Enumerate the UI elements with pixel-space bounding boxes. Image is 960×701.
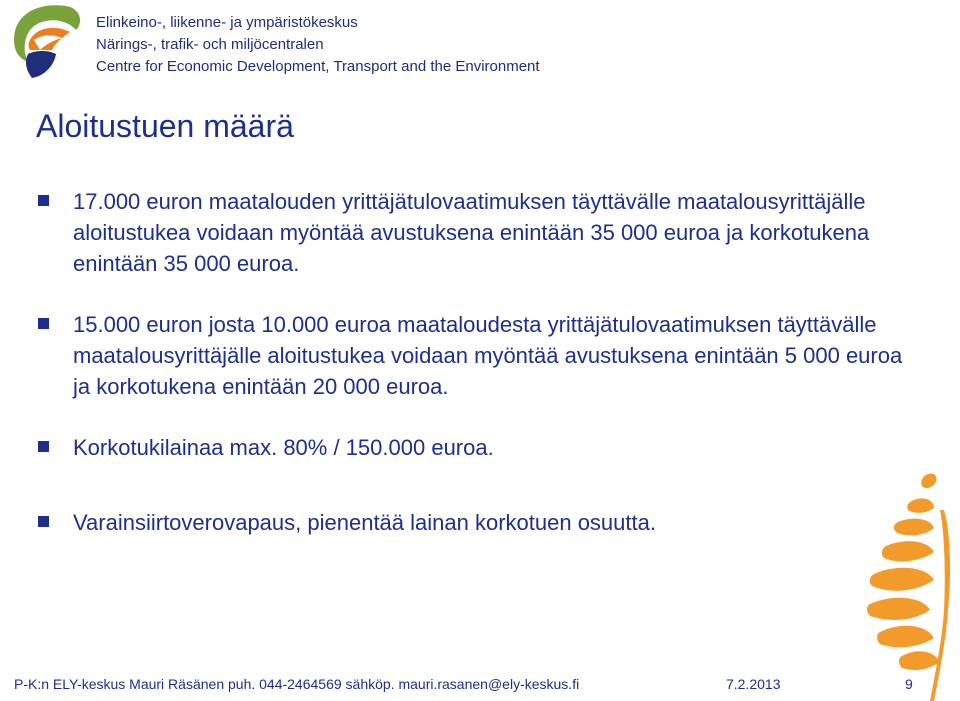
bullet-text: 17.000 euron maatalouden yrittäjätulovaatimuksen täyttävälle maatalousyrittäjälle aloitustukea voidaan myöntää avustuksena enintään 35 000 euroa ja korkotukena enintään 35 000 euroa. (73, 189, 870, 276)
orange-leaves-decoration (810, 470, 960, 701)
org-name-en: Centre for Economic Development, Transport and the Environment (96, 58, 540, 75)
bullet-item (36, 507, 916, 538)
ely-logo (4, 0, 86, 82)
square-bullet-icon (38, 318, 49, 329)
bullet-item (36, 186, 916, 279)
footer-date: 7.2.2013 (726, 676, 781, 692)
org-name-sv: Närings-, trafik- och miljöcentralen (96, 36, 324, 53)
bullet-item (36, 432, 916, 463)
slide-title: Aloitustuen määrä (36, 108, 294, 144)
bullet-list (36, 186, 916, 538)
org-name-fi: Elinkeino-, liikenne- ja ympäristökeskus (96, 14, 358, 31)
square-bullet-icon (38, 441, 49, 452)
bullet-item (36, 309, 916, 402)
footer-author: P-K:n ELY-keskus Mauri Räsänen puh. 044-2464569 sähköp. mauri.rasanen@ely-keskus.fi (14, 676, 580, 692)
page-number: 9 (905, 676, 913, 692)
square-bullet-icon (38, 195, 49, 206)
bullet-text: Varainsiirtoverovapaus, pienentää lainan korkotuen osuutta. (73, 510, 656, 535)
square-bullet-icon (38, 516, 49, 527)
organization-names (96, 12, 540, 78)
bullet-text: 15.000 euron josta 10.000 euroa maataloudesta yrittäjätulovaatimuksen täyttävälle maatalousyrittäjälle aloitustukea voidaan myöntää avustuksena enintään 5 000 euroa ja korkotukena enintään 20 000 euroa. (73, 312, 903, 399)
bullet-text: Korkotukilainaa max. 80% / 150.000 euroa. (73, 435, 494, 460)
